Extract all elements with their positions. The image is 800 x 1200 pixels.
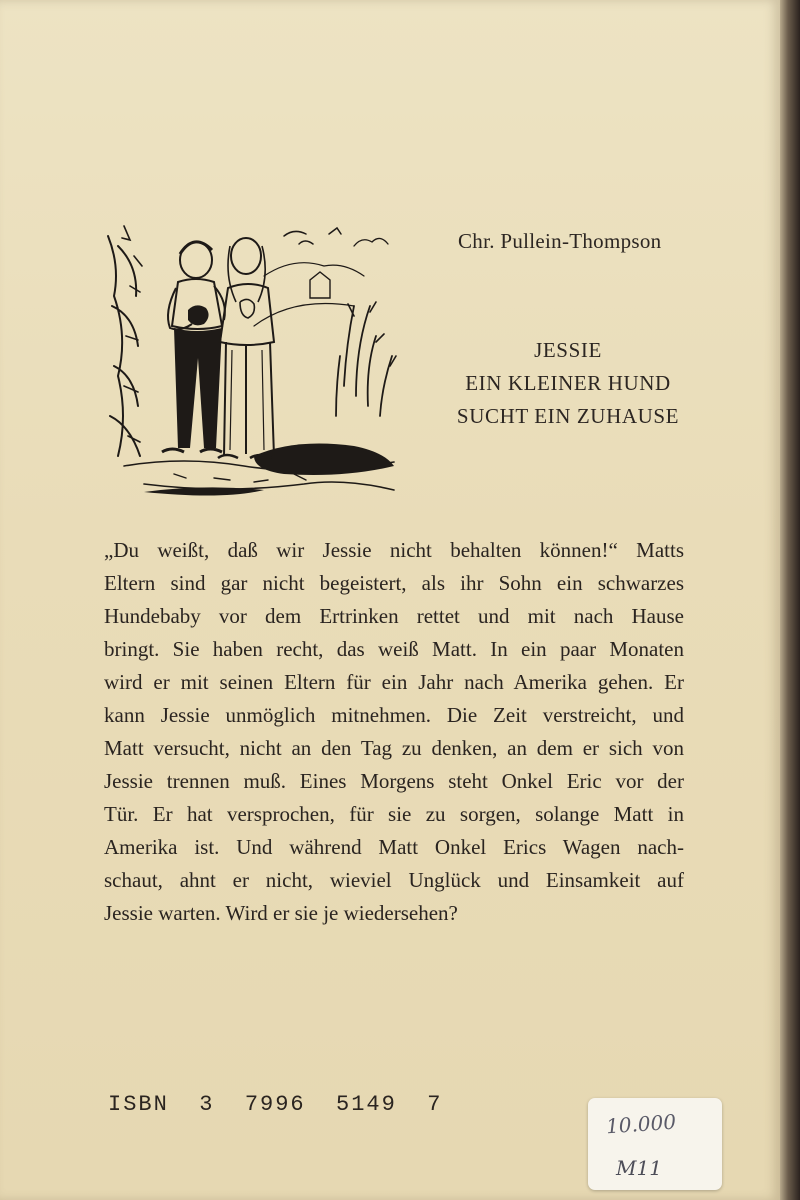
title-line-2: EIN KLEINER HUND <box>465 371 671 395</box>
blurb-text <box>104 534 684 930</box>
blurb-line: Matt versucht, nicht an den Tag zu denken, an dem er sich von <box>104 736 684 760</box>
blurb-line: wird er mit seinen Eltern für ein Jahr nach Amerika gehen. Er <box>104 670 684 694</box>
blurb-line: Jessie trennen muß. Eines Morgens steht Onkel Eric vor der <box>104 769 684 793</box>
blurb-line: „Du weißt, daß wir Jessie nicht behalten können!“ Matts <box>104 538 684 562</box>
blurb-line: kann Jessie unmöglich mitnehmen. Die Zeit verstreicht, und <box>104 703 684 727</box>
blurb-line: Jessie warten. Wird er sie je wiedersehen? <box>104 901 458 925</box>
illustration-children-with-puppy <box>104 216 404 506</box>
blurb-line: schaut, ahnt er nicht, wieviel Unglück und Einsamkeit auf <box>104 868 684 892</box>
author-name: Chr. Pullein-Thompson <box>458 229 662 253</box>
title-line-3: SUCHT EIN ZUHAUSE <box>456 404 680 428</box>
blurb-line: bringt. Sie haben recht, das weiß Matt. In ein paar Monaten <box>104 637 684 661</box>
sticker-code: M11 <box>616 1156 662 1180</box>
blurb-line: Hundebaby vor dem Ertrinken rettet und mit nach Hause <box>104 604 684 628</box>
book-title <box>430 334 706 433</box>
price-sticker <box>588 1098 722 1190</box>
blurb-line: Eltern sind gar nicht begeistert, als ihr Sohn ein schwarzes <box>104 571 684 595</box>
blurb-line: Amerika ist. Und während Matt Onkel Erics Wagen nach- <box>104 835 684 859</box>
isbn-number: ISBN 3 7996 5149 7 <box>108 1092 443 1117</box>
blurb-line: Tür. Er hat versprochen, für sie zu sorgen, solange Matt in <box>104 802 684 826</box>
book-spine-edge <box>780 0 800 1200</box>
title-line-1: JESSIE <box>534 338 602 362</box>
sticker-price: 10.000 <box>605 1109 677 1139</box>
